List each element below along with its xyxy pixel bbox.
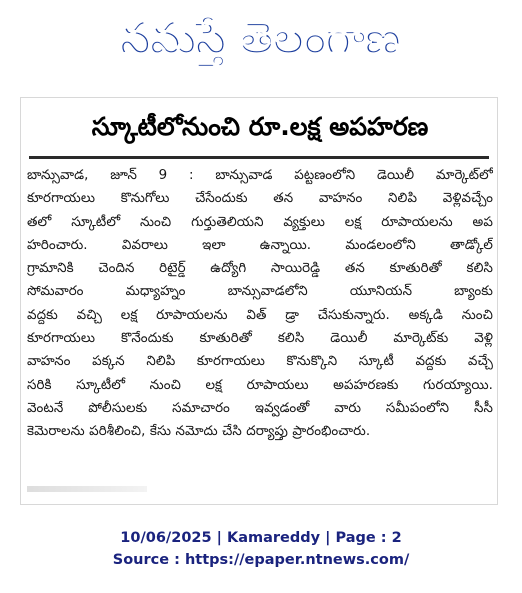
article-line: తలో స్కూటీలో నుంచి గుర్తుతెలియని వ్యక్తులు లక్ష రూపాయలను అప: [27, 214, 493, 230]
cut-off-text-fragment: [27, 486, 147, 492]
article-body: [27, 164, 493, 444]
article-line: బాన్సువాడ, జూన్ 9 : బాన్సువాడ పట్టణంలోని డెయిలీ మార్కెట్‌లో: [27, 168, 493, 183]
article-line: వద్దకు వచ్చి లక్ష రూపాయలను విత్ డ్రా చేసుకున్నారు. అక్కడి నుంచి: [27, 307, 493, 323]
clip-source: Source : https://epaper.ntnews.com/: [112, 552, 410, 568]
article-headline: స్కూటీలోనుంచి రూ.లక్ష అపహరణ: [91, 112, 429, 141]
clip-date-edition-page: 10/06/2025 | Kamareddy | Page : 2: [120, 530, 402, 546]
article-line: సోమవారం మధ్యాహ్నం బాన్సువాడలోని యూనియన్ బ్యాంకు: [27, 284, 493, 300]
article-line: సరికి స్కూటీలో నుంచి లక్ష రూపాయలు అపహరణకు గురయ్యాయి.: [27, 377, 493, 393]
article-line: హరించారు. వివరాలు ఇలా ఉన్నాయి. మండలంలోని తాడ్కోల్: [27, 237, 493, 253]
article-clipping: [20, 97, 498, 505]
article-line: వాహనం పక్కన నిలిపి కూరగాయలు కొనుక్కొని స్కూటీ వద్దకు వచ్చే: [27, 354, 493, 370]
article-line: గ్రామానికి చెందిన రిటైర్డ్ ఉద్యోగి సాయిరెడ్డి తన కూతురితో కలిసి: [27, 261, 493, 277]
article-line: కూరగాయలు కొనేందుకు కూతురితో కలిసి డెయిలీ మార్కెట్‌కు వెళ్లి: [27, 331, 493, 347]
article-line: కెమెరాలను పరిశీలించి, కేసు నమోదు చేసి దర్యాప్తు ప్రారంభించారు.: [27, 424, 371, 440]
newspaper-logo: నమస్తే తెలంగాణ: [119, 13, 401, 64]
article-line: కూరగాయలు కొనుగోలు చేసేందుకు తన వాహనం నిలిపి వెళ్లివచ్చేం: [27, 191, 493, 207]
masthead: [0, 0, 522, 92]
headline-divider: [29, 156, 489, 159]
article-line: వెంటనే పోలీసులకు సమాచారం ఇవ్వడంతో వారు సమీపంలోని సీసీ: [27, 400, 493, 416]
